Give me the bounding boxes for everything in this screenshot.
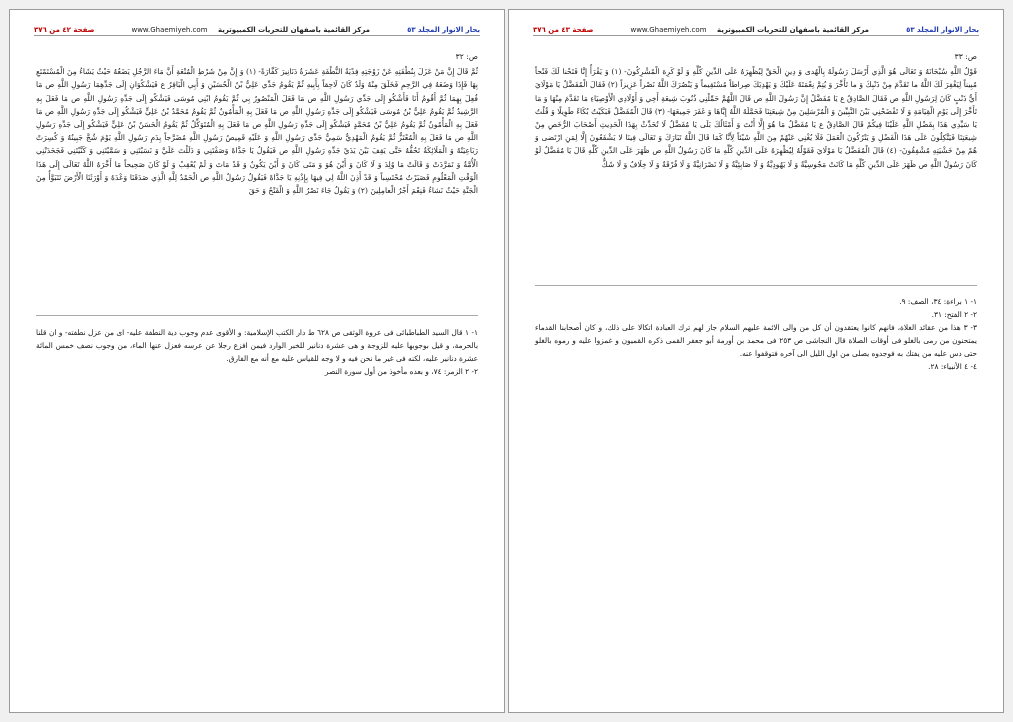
footnote-item: ٣- ٣ هذا من عقائد الغلاة، فانهم كانوا يعتقدون أن كل من والى الائمة عليهم السلام جاز لهم ترك العبادة اتكالا على ذلك، و كان أصحابنا القدماء يمتحنون من رمى بالغلو فى أوقات الصلاة قال النجاشى ص ٢٥٣ فى محمد بن أورمة أبو جعفر القمى ذكره القميون و غمزوا عليه و رموه بالغلو حتى دس عليه من يفتك به فوجدوه يصلى من اول الليل الى آخره فتوقفوا عنه.: [535, 323, 977, 358]
footnote-item: ٢- ٢ الفتح: ٣١.: [931, 310, 977, 319]
page-counter: صفحة ٤٢ من ٣٧٦: [34, 26, 95, 34]
page-body: [36, 50, 478, 197]
publisher-url[interactable]: www.Ghaemiyeh.com: [630, 26, 707, 34]
book-title: بحار الانوار المجلد ٥٣: [906, 26, 979, 34]
main-text: قَوْلُ اللَّهِ سُبْحَانَهُ وَ تَعَالَى هُوَ الَّذِي أَرْسَلَ رَسُولَهُ بِالْهُدى وَ دِينِ الْحَقِّ لِيُظْهِرَهُ عَلَى الدِّينِ كُلِّهِ وَ لَوْ كَرِهَ الْمُشْرِكُونَ- (١) وَ يَقْرَأُ إِنَّا فَتَحْنا لَكَ فَتْحاً مُبِيناً لِيَغْفِرَ لَكَ اللَّهُ ما تَقَدَّمَ مِنْ ذَنْبِكَ وَ ما تَأَخَّرَ وَ يُتِمَّ نِعْمَتَهُ عَلَيْكَ وَ يَهْدِيَكَ صِراطاً مُسْتَقِيماً وَ يَنْصُرَكَ اللَّهُ نَصْراً عَزِيزاً (٢) فَقَالَ الْمُفَضَّلُ يَا مَوْلَايَ أَيُّ ذَنْبٍ كَانَ لِرَسُولِ اللَّهِ ص فَقَالَ الصَّادِقُ ع يَا مُفَضَّلُ إِنَّ رَسُولَ اللَّهِ ص قَالَ اللَّهُمَّ حَمِّلْنِي ذُنُوبَ شِيعَةِ أَخِي وَ أَوْلَادِي الْأَوْصِيَاءِ مَا تَقَدَّمَ مِنْهَا وَ مَا تَأَخَّرَ إِلَى يَوْمِ الْقِيَامَةِ وَ لَا تَفْضَحْنِي بَيْنَ النَّبِيِّينَ وَ الْمُرْسَلِينَ مِنْ شِيعَتِنَا فَحَمَّلَهُ اللَّهُ إِيَّاهَا وَ غَفَرَ جَمِيعَهَا- (٣) قَالَ الْمُفَضَّلُ فَبَكَيْتُ بُكَاءً طَوِيلًا وَ قُلْتُ يَا سَيِّدِي هَذَا بِفَضْلِ اللَّهِ عَلَيْنَا فِيكُمْ قَالَ الصَّادِقُ ع يَا مُفَضَّلُ مَا هُوَ إِلَّا أَنْتَ وَ أَمْثَالُكَ بَلَى يَا مُفَضَّلُ لَا تُحَدِّثْ بِهَذَا الْحَدِيثِ أَصْحَابَ الرُّخَصِ مِنْ شِيعَتِنَا فَيَتَّكِلُونَ عَلَى هَذَا الْفَضْلِ وَ يَتْرُكُونَ الْعَمَلَ فَلَا يُغْنِي عَنْهُمْ مِنَ اللَّهِ شَيْئاً لِأَنَّا كَمَا قَالَ اللَّهُ تَبَارَكَ وَ تَعَالَى فِينَا لا يَشْفَعُونَ إِلَّا لِمَنِ ارْتَضى وَ هُمْ مِنْ خَشْيَتِهِ مُشْفِقُونَ- (٤) قَالَ الْمُفَضَّلُ يَا مَوْلَايَ فَقَوْلُهُ لِيُظْهِرَهُ عَلَى الدِّينِ كُلِّهِ مَا كَانَ رَسُولُ اللَّهِ ص ظَهَرَ عَلَى الدِّينِ كُلِّهِ قَالَ يَا مُفَضَّلُ لَوْ كَانَ رَسُولُ اللَّهِ ص ظَهَرَ عَلَى الدِّينِ كُلِّهِ مَا كَانَتْ مَجُوسِيَّةٌ وَ لَا يَهُودِيَّةٌ وَ لَا صَابِئِيَّةٌ وَ لَا نَصْرَانِيَّةٌ وَ لَا فُرْقَةٌ وَ لَا خِلَافٌ وَ لَا شَكٌّ: [535, 67, 977, 169]
footnotes: [36, 326, 478, 378]
book-title: بحار الانوار المجلد ٥٣: [407, 26, 480, 34]
page-body: [535, 50, 977, 171]
document-page-42: [9, 9, 505, 713]
document-page-43: [508, 9, 1004, 713]
page-number: ص: ٣٣: [954, 52, 977, 61]
publisher-name: مركز القائمية باصفهان للتحريات الكمبيوترية: [217, 26, 371, 34]
page-counter: صفحة ٤٣ من ٣٧٦: [533, 26, 594, 34]
publisher-url[interactable]: www.Ghaemiyeh.com: [131, 26, 208, 34]
footnote-divider: [36, 315, 478, 316]
footnote-item: ١- ١ قال السيد الطباطبائى فى عروة الوثقى ص ٦٢٨ ط دار الكتب الإسلامية: و الأقوى عدم وجوب دية النطفة عليه- اى من عزل نطفته- و ان قلنا بالحرمة، و قيل بوجوبها عليه للزوجة و هى عشرة دنانير للخبر الوارد فيمن افزع رجلا عن عرسه فعزل عنها الماء، من وجوب نصف خمس المائة عشرة دنانير عليه، لكنه فى غير ما نحن فيه و لا وجه للقياس عليه مع أنه مع الفارق.: [36, 328, 478, 363]
footnote-item: ١- ١ براءة: ٣٤، الصف: ٩.: [899, 297, 977, 306]
page-header: [533, 24, 979, 36]
page-header: [34, 24, 480, 36]
footnote-item: ٢- ٢ الزمر: ٧٤، و بعده مأخوذ من أول سورة النصر: [324, 367, 478, 376]
footnote-divider: [535, 285, 977, 286]
page-number: ص: ٣٢: [455, 52, 478, 61]
publisher-name: مركز القائمية باصفهان للتحريات الكمبيوترية: [716, 26, 870, 34]
footnote-item: ٤- ٤ الأنبياء: ٢٨.: [928, 362, 977, 371]
publisher-line: [593, 25, 906, 35]
footnotes: [535, 295, 977, 373]
publisher-line: [94, 25, 407, 35]
main-text: ثُمَّ قَالَ إِنَّ مَنْ عَزَلَ بِنُطْفَتِهِ عَنْ زَوْجَتِهِ فِدْيَةُ النُّطْفَةِ عَشَرَةُ دَنَانِيرَ كَفَّارَةً- (١) وَ إِنَّ مِنْ شَرْطِ الْمُتْعَةِ أَنَّ مَاءَ الرَّجُلِ يَضَعُهُ حَيْثُ يَشَاءُ مِنَ الْمُسْتَمْتَعِ بِهَا فَإِذَا وَضَعَهُ فِي الرَّحِمِ فَخَلَقَ مِنْهُ وَلَدٌ كَانَ لَاحِقاً بِأَبِيهِ ثُمَّ يَقُومُ جَدِّي عَلِيُّ بْنُ الْحُسَيْنِ وَ أَبِي الْبَاقِرُ ع فَيَشْكُوَانِ إِلَى جَدِّهِمَا رَسُولِ اللَّهِ ص مَا فُعِلَ بِهِمَا ثُمَّ أَقُومُ أَنَا فَأَشْكُو إِلَى جَدِّي رَسُولِ اللَّهِ ص مَا فَعَلَ الْمَنْصُورُ بِي ثُمَّ يَقُومُ ابْنِي مُوسَى فَيَشْكُو إِلَى جَدِّهِ رَسُولِ اللَّهِ ص مَا فَعَلَ بِهِ الرَّشِيدُ ثُمَّ يَقُومُ عَلِيُّ بْنُ مُوسَى فَيَشْكُو إِلَى جَدِّهِ رَسُولِ اللَّهِ ص مَا فَعَلَ بِهِ الْمَأْمُونُ ثُمَّ يَقُومُ مُحَمَّدُ بْنُ عَلِيٍّ فَيَشْكُو إِلَى جَدِّهِ رَسُولِ اللَّهِ ص مَا فَعَلَ بِهِ الْمَأْمُونُ ثُمَّ يَقُومُ عَلِيُّ بْنُ مُحَمَّدٍ فَيَشْكُو إِلَى جَدِّهِ رَسُولِ اللَّهِ ص مَا فَعَلَ بِهِ الْمُتَوَكِّلُ ثُمَّ يَقُومُ الْحَسَنُ بْنُ عَلِيٍّ فَيَشْكُو إِلَى جَدِّهِ رَسُولِ اللَّهِ ص مَا فَعَلَ بِهِ الْمُعْتَزُّ ثُمَّ يَقُومُ الْمَهْدِيُّ سَمِيُّ جَدِّي رَسُولِ اللَّهِ وَ عَلَيْهِ قَمِيصُ رَسُولِ اللَّهِ مُضَرَّجاً بِدَمِ رَسُولِ اللَّهِ يَوْمَ شُجَّ جَبِينُهُ وَ كُسِرَتْ رَبَاعِيَتُهُ وَ الْمَلَائِكَةُ تَحُفُّهُ حَتَّى يَقِفَ بَيْنَ يَدَيْ جَدِّهِ رَسُولِ اللَّهِ ص فَيَقُولُ يَا جَدَّاهْ وَصَفْتَنِي وَ دَلَلْتَ عَلَيَّ وَ نَسَبْتَنِي وَ سَمَّيْتَنِي وَ كَنَّيْتَنِي فَجَحَدَتْنِي الْأُمَّةُ وَ تَمَرَّدَتْ وَ قَالَتْ مَا وُلِدَ وَ لَا كَانَ وَ أَيْنَ هُوَ وَ مَتَى كَانَ وَ أَيْنَ يَكُونُ وَ قَدْ مَاتَ وَ لَمْ يُعْقِبْ وَ لَوْ كَانَ صَحِيحاً مَا أَخَّرَهُ اللَّهُ تَعَالَى إِلَى هَذَا الْوَقْتِ الْمَعْلُومِ فَصَبَرْتُ مُحْتَسِباً وَ قَدْ أَذِنَ اللَّهُ لِي فِيهَا بِإِذْنِهِ يَا جَدَّاهْ فَيَقُولُ رَسُولُ اللَّهِ ص الْحَمْدُ لِلَّهِ الَّذِي صَدَقَنَا وَعْدَهُ وَ أَوْرَثَنَا الْأَرْضَ نَتَبَوَّأُ مِنَ الْجَنَّةِ حَيْثُ نَشاءُ فَنِعْمَ أَجْرُ الْعامِلِينَ (٢) وَ يَقُولُ جَاءَ نَصْرُ اللَّهِ وَ الْفَتْحُ وَ حَقَ: [36, 67, 478, 196]
